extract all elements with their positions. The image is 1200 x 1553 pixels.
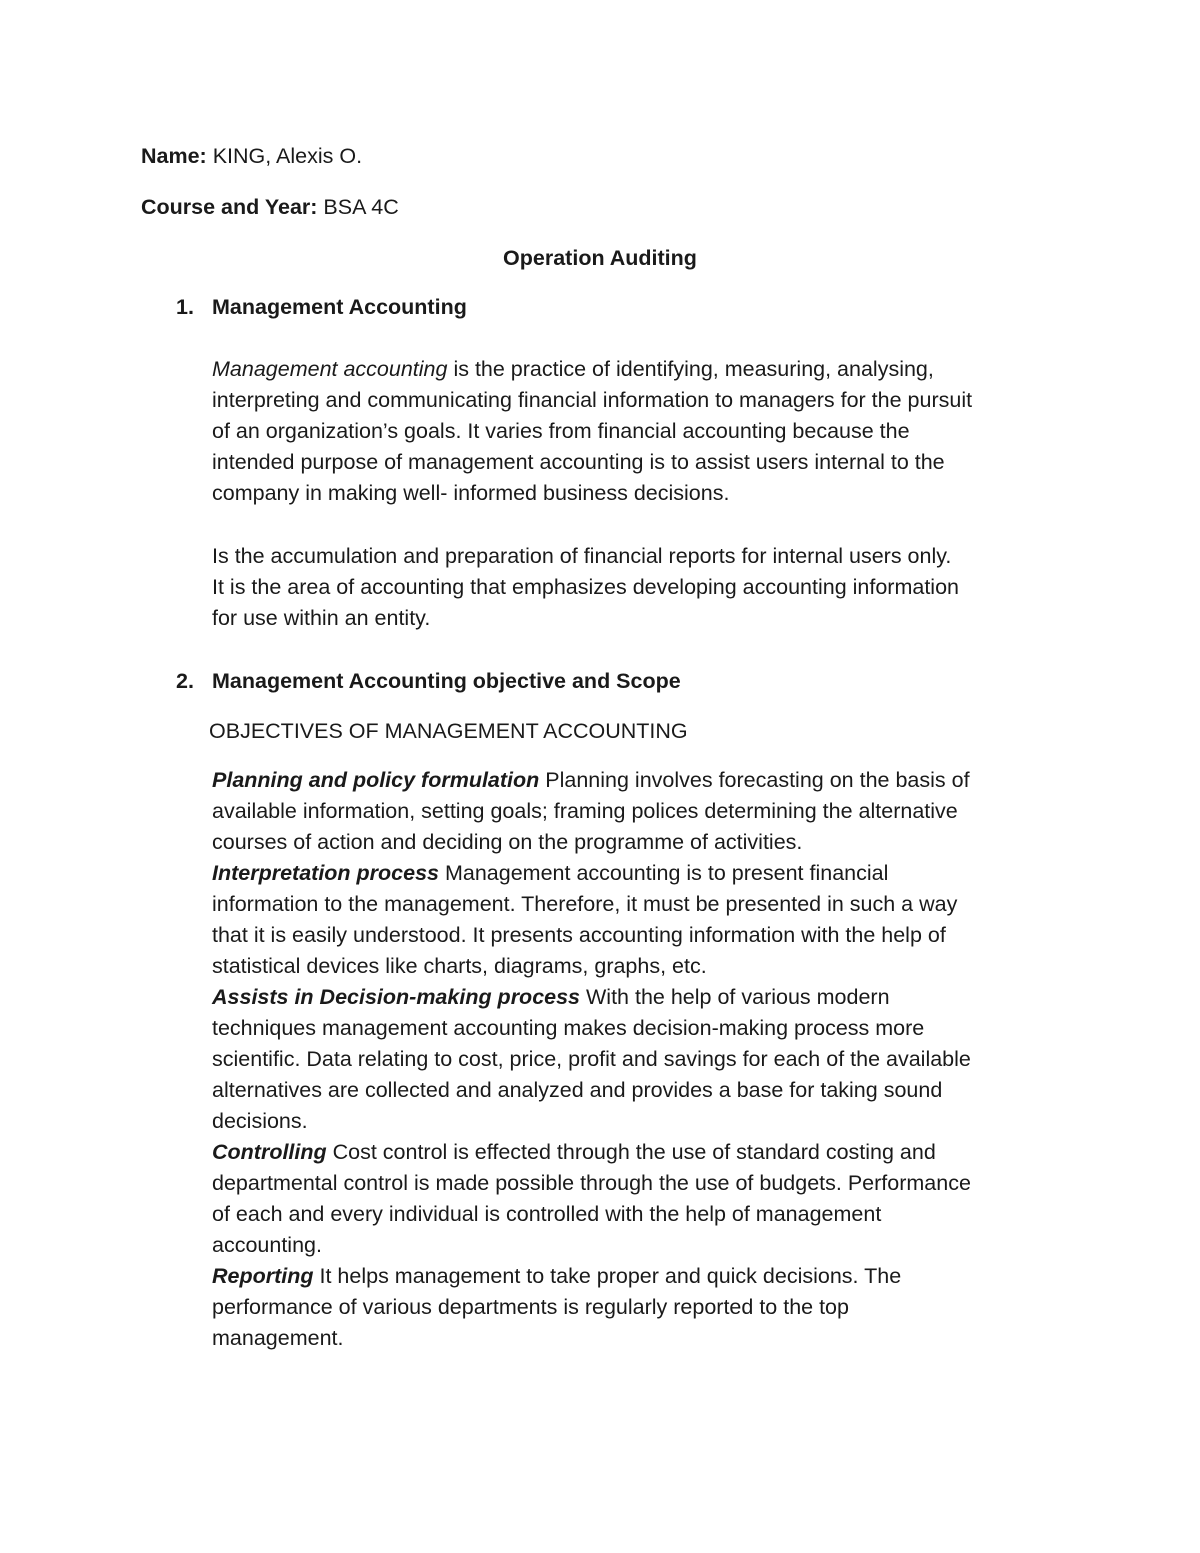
paragraph-line: intended purpose of management accounting is to assist users internal to the [212, 450, 945, 474]
section-1-paragraph-2 [212, 541, 1072, 634]
objective-term: Controlling [212, 1140, 327, 1164]
objective-item-line: Interpretation process Management accounting is to present financial [212, 861, 889, 885]
section-2-number: 2. [176, 669, 194, 693]
objective-item-line: information to the management. Therefore, it must be presented in such a way [212, 892, 958, 916]
student-name-line [141, 146, 362, 168]
section-1-number: 1. [176, 295, 194, 319]
objective-item-line: management. [212, 1326, 344, 1350]
objective-term: Interpretation process [212, 861, 439, 885]
objectives-list [212, 765, 1072, 1354]
objective-item-line: that it is easily understood. It presents accounting information with the help of [212, 923, 946, 947]
term-management-accounting: Management accounting [212, 357, 448, 381]
name-value: KING, Alexis O. [206, 144, 363, 168]
objectives-subheading: OBJECTIVES OF MANAGEMENT ACCOUNTING [209, 719, 688, 743]
objective-item-line: of each and every individual is controlled with the help of management [212, 1202, 882, 1226]
objective-item-line: departmental control is made possible through the use of budgets. Performance [212, 1171, 971, 1195]
objective-item-line: Reporting It helps management to take proper and quick decisions. The [212, 1264, 902, 1288]
objective-item-line: available information, setting goals; framing polices determining the alternative [212, 799, 958, 823]
course-value: BSA 4C [317, 195, 399, 219]
paragraph-line: of an organization’s goals. It varies from financial accounting because the [212, 419, 910, 443]
objective-term: Assists in Decision-making process [212, 985, 581, 1009]
objective-item-line: Assists in Decision-making process With the help of various modern [212, 985, 890, 1009]
course-label: Course and Year: [141, 195, 318, 219]
objective-item-line: decisions. [212, 1109, 308, 1133]
section-2-heading: Management Accounting objective and Scope [212, 669, 681, 693]
objective-item-line: techniques management accounting makes decision-making process more [212, 1016, 925, 1040]
objective-item-line: accounting. [212, 1233, 322, 1257]
objective-term: Reporting [212, 1264, 314, 1288]
objective-term: Planning and policy formulation [212, 768, 540, 792]
objective-item-line: scientific. Data relating to cost, price, profit and savings for each of the available [212, 1047, 971, 1071]
paragraph-line: interpreting and communicating financial information to managers for the pursuit [212, 388, 973, 412]
paragraph-line: Management accounting is the practice of identifying, measuring, analysing, [212, 357, 934, 381]
objective-item-line: Planning and policy formulation Planning involves forecasting on the basis of [212, 768, 970, 792]
objective-item-line: alternatives are collected and analyzed and provides a base for taking sound [212, 1078, 943, 1102]
paragraph-line: Is the accumulation and preparation of financial reports for internal users only. [212, 544, 952, 568]
objective-item-line: courses of action and deciding on the programme of activities. [212, 830, 803, 854]
course-year-line [141, 197, 399, 219]
objective-item-line: performance of various departments is regularly reported to the top [212, 1295, 849, 1319]
paragraph-line: company in making well- informed business decisions. [212, 481, 730, 505]
section-1-heading: Management Accounting [212, 295, 467, 319]
name-label: Name: [141, 144, 207, 168]
document-title: Operation Auditing [503, 246, 697, 270]
objective-item-line: Controlling Cost control is effected through the use of standard costing and [212, 1140, 936, 1164]
objective-item-line: statistical devices like charts, diagrams, graphs, etc. [212, 954, 707, 978]
paragraph-line: It is the area of accounting that emphasizes developing accounting information [212, 575, 959, 599]
paragraph-line: for use within an entity. [212, 606, 431, 630]
section-1-paragraph-1 [212, 354, 1072, 509]
